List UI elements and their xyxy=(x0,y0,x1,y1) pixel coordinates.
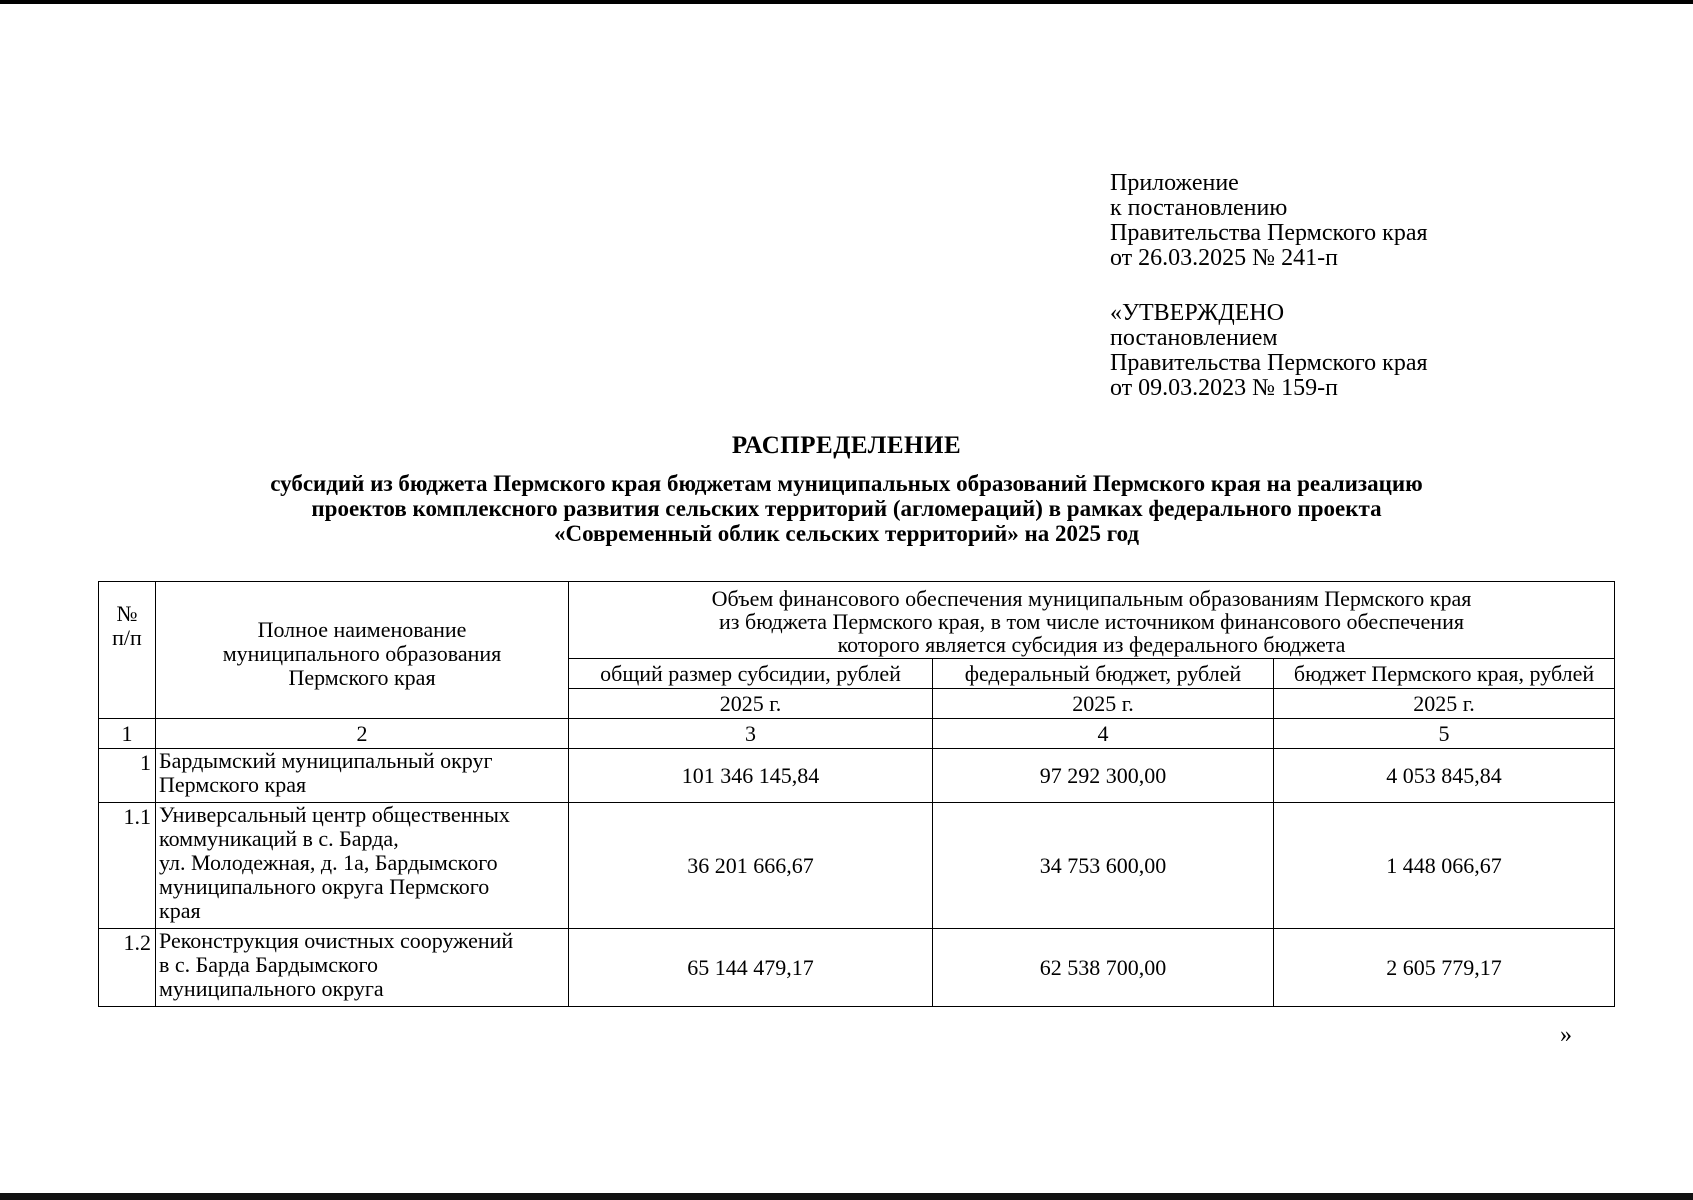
column-number: 4 xyxy=(933,719,1274,749)
appendix-line: Приложение xyxy=(1110,170,1239,196)
header-no xyxy=(99,582,156,719)
header-year-federal: 2025 г. xyxy=(933,689,1274,719)
header-col-regional: бюджет Пермского края, рублей xyxy=(1274,659,1615,689)
column-number-row xyxy=(99,719,1615,749)
row-number: 1 xyxy=(99,749,156,803)
row-name xyxy=(156,749,569,803)
row-name-line: муниципального округа xyxy=(159,976,384,1001)
row-name-line: Пермского края xyxy=(159,772,307,797)
row-name xyxy=(156,929,569,1007)
appendix-block xyxy=(1110,171,1428,271)
row-regional: 4 053 845,84 xyxy=(1274,749,1615,803)
row-name-line: муниципального округа Пермского xyxy=(159,874,490,899)
header-volume-line: которого является субсидия из федерального бюджета xyxy=(837,631,1346,657)
table-row xyxy=(99,749,1615,803)
document-subtitle xyxy=(120,471,1573,546)
row-name-line: Реконструкция очистных сооружений xyxy=(159,928,514,953)
header-no-line: № xyxy=(116,601,138,626)
column-number: 1 xyxy=(99,719,156,749)
appendix-line: к постановлению xyxy=(1110,195,1288,221)
subtitle-line: «Современный облик сельских территорий» на 2025 год xyxy=(553,521,1140,546)
approved-line: «УТВЕРЖДЕНО xyxy=(1110,300,1285,326)
row-total: 65 144 479,17 xyxy=(569,929,933,1007)
header-year-regional: 2025 г. xyxy=(1274,689,1615,719)
header-volume-line: из бюджета Пермского края, в том числе источником финансового обеспечения xyxy=(719,608,1464,634)
row-name-line: коммуникаций в с. Барда, xyxy=(159,826,399,851)
header-name-line: Пермского края xyxy=(288,665,436,690)
page-top-edge xyxy=(0,0,1693,4)
subtitle-line: субсидий из бюджета Пермского края бюджетам муниципальных образований Пермского края на реализацию xyxy=(270,471,1423,496)
subtitle-line: проектов комплексного развития сельских территорий (агломераций) в рамках федерального проекта xyxy=(311,496,1382,521)
page-bottom-edge xyxy=(0,1193,1693,1200)
row-name-line: ул. Молодежная, д. 1а, Бардымского xyxy=(159,850,498,875)
header-name xyxy=(156,582,569,719)
appendix-line: Правительства Пермского края xyxy=(1110,220,1428,246)
distribution-table xyxy=(98,581,1615,1007)
row-number: 1.2 xyxy=(99,929,156,1007)
header-volume xyxy=(569,582,1615,659)
row-federal: 62 538 700,00 xyxy=(933,929,1274,1007)
header-volume-line: Объем финансового обеспечения муниципальным образованиям Пермского края xyxy=(711,585,1472,611)
row-federal: 34 753 600,00 xyxy=(933,803,1274,929)
header-col-total: общий размер субсидии, рублей xyxy=(569,659,933,689)
closing-quote: » xyxy=(1560,1022,1572,1048)
row-total: 101 346 145,84 xyxy=(569,749,933,803)
row-name-line: Бардымский муниципальный округ xyxy=(159,748,493,773)
header-col-federal: федеральный бюджет, рублей xyxy=(933,659,1274,689)
row-name-line: в с. Барда Бардымского xyxy=(159,952,379,977)
header-name-line: муниципального образования xyxy=(222,641,502,666)
approved-line: постановлением xyxy=(1110,325,1278,351)
document-title: РАСПРЕДЕЛЕНИЕ xyxy=(731,432,962,459)
table-header-row xyxy=(99,582,1615,659)
row-name xyxy=(156,803,569,929)
approved-date-line: от 09.03.2023 № 159-п xyxy=(1110,375,1338,401)
column-number: 2 xyxy=(156,719,569,749)
column-number: 3 xyxy=(569,719,933,749)
header-name-line: Полное наименование xyxy=(257,617,467,642)
column-number: 5 xyxy=(1274,719,1615,749)
approved-block xyxy=(1110,301,1428,401)
header-year-total: 2025 г. xyxy=(569,689,933,719)
row-number: 1.1 xyxy=(99,803,156,929)
row-regional: 2 605 779,17 xyxy=(1274,929,1615,1007)
row-regional: 1 448 066,67 xyxy=(1274,803,1615,929)
row-name-line: Универсальный центр общественных xyxy=(159,802,510,827)
header-no-line: п/п xyxy=(112,625,142,650)
row-federal: 97 292 300,00 xyxy=(933,749,1274,803)
row-name-line: края xyxy=(159,898,201,923)
table-row xyxy=(99,929,1615,1007)
row-total: 36 201 666,67 xyxy=(569,803,933,929)
appendix-date-line: от 26.03.2025 № 241-п xyxy=(1110,245,1338,271)
table-row xyxy=(99,803,1615,929)
approved-line: Правительства Пермского края xyxy=(1110,350,1428,376)
